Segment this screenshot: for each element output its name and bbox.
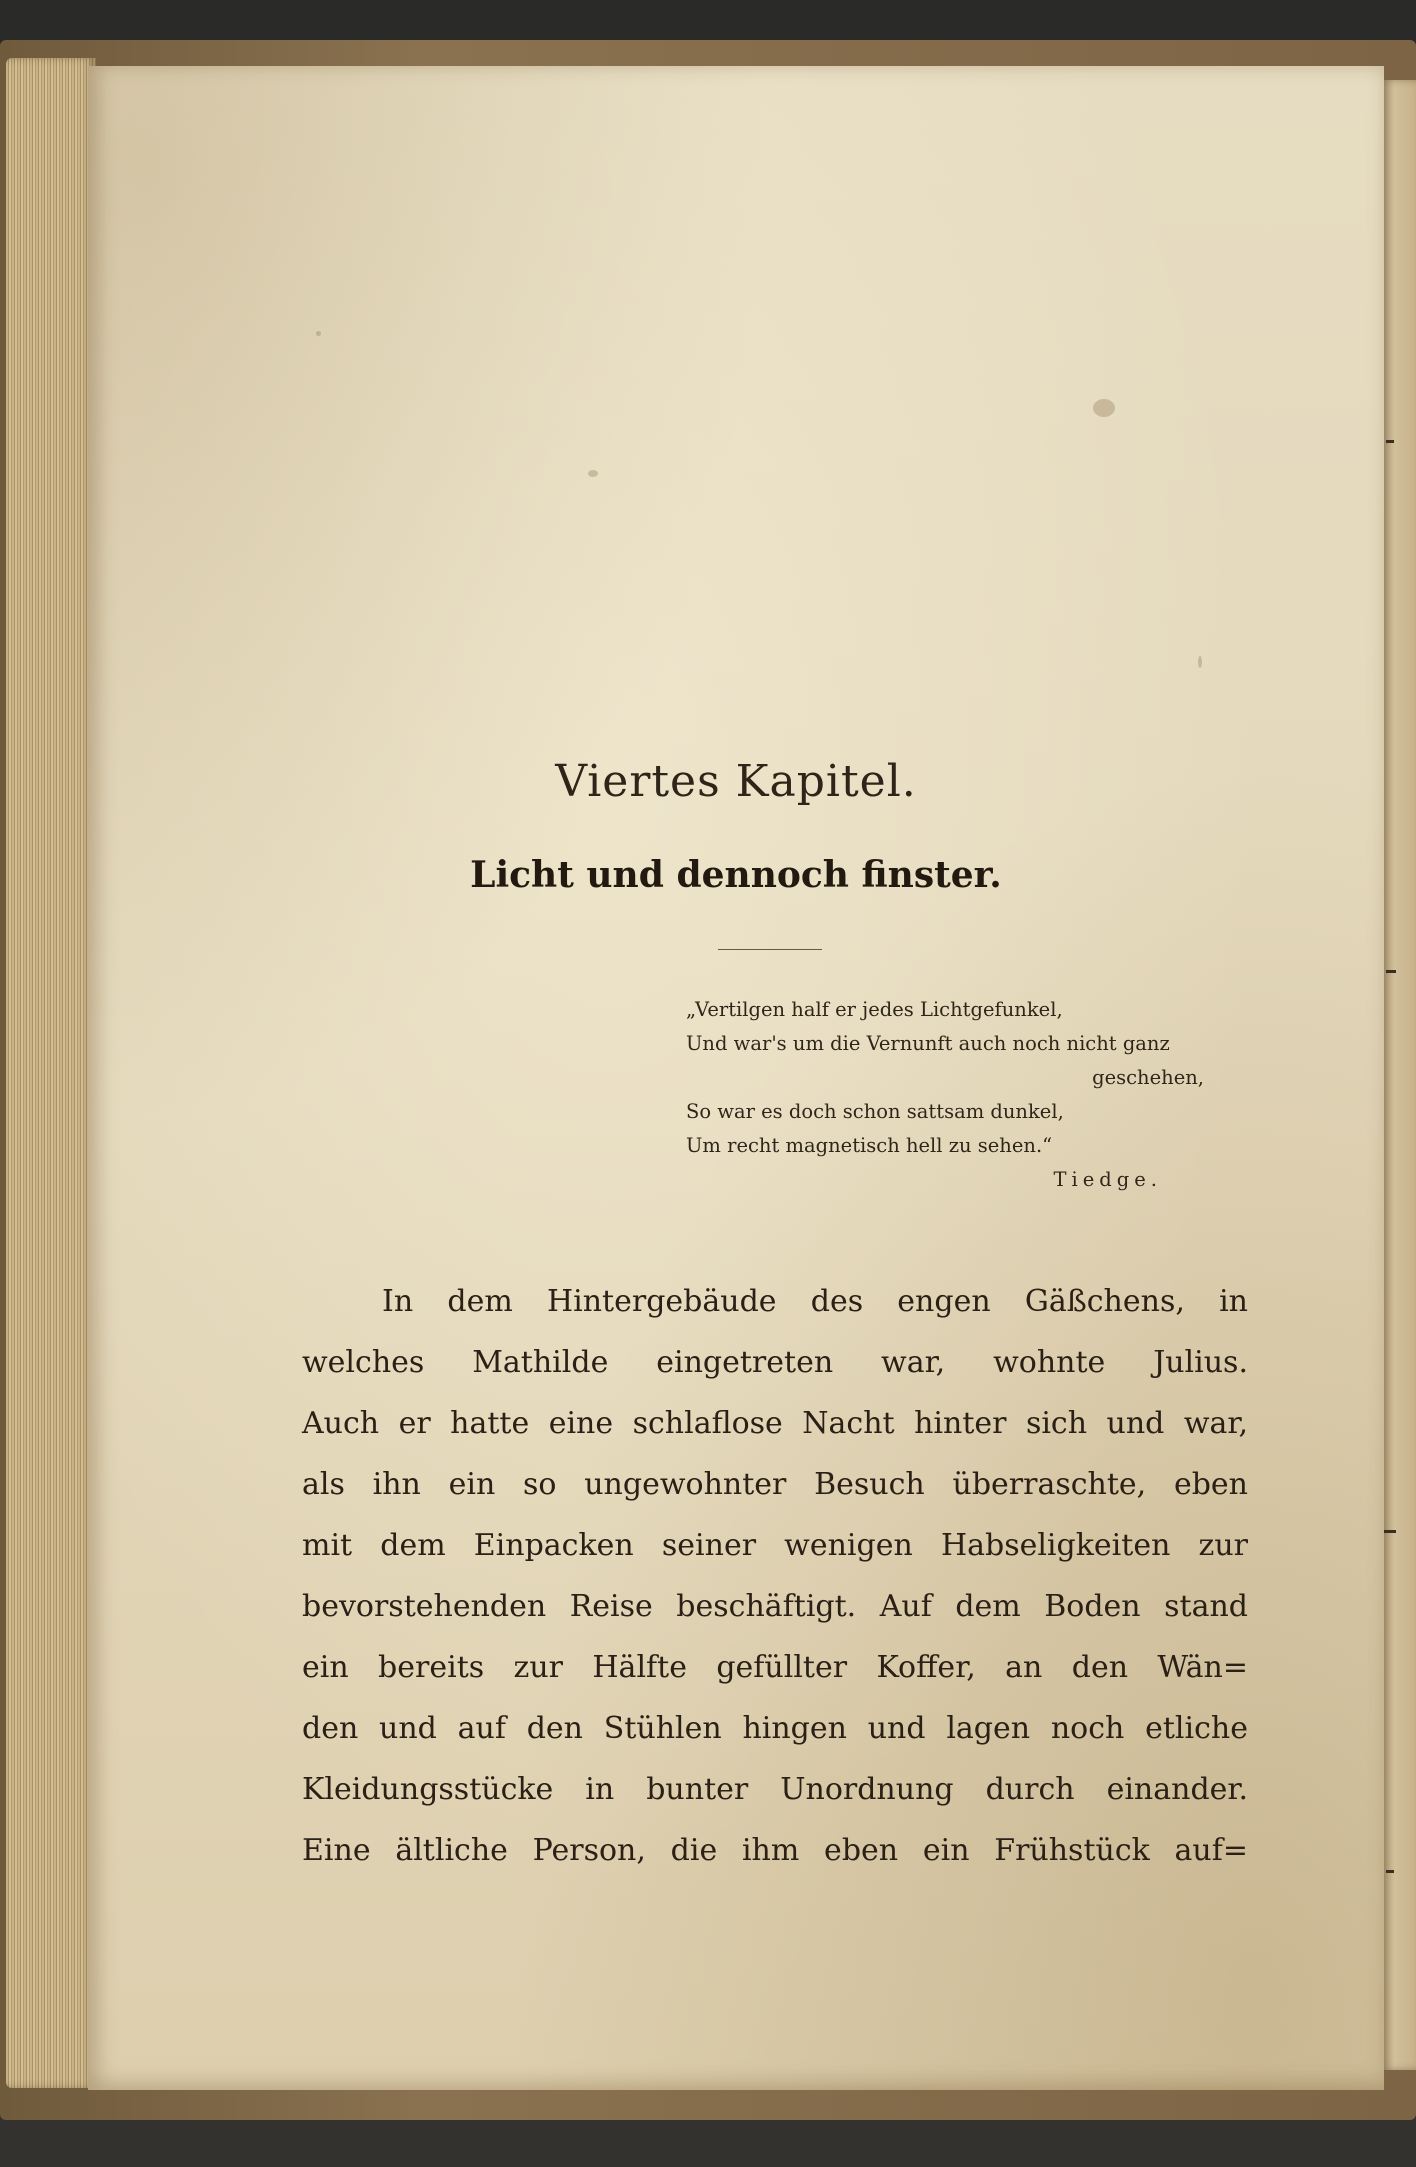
chapter-title: Viertes Kapitel. (555, 756, 917, 807)
book-page (88, 66, 1384, 2090)
epigraph-line: So war es doch schon sattsam dunkel, (686, 1100, 1064, 1123)
body-line: Auch er hatte eine schlaflose Nacht hinter sich und war, (302, 1406, 1248, 1441)
body-line: In dem Hintergebäude des engen Gäßchens, in (382, 1284, 1248, 1319)
title-separator-rule (718, 949, 822, 950)
epigraph-author: Tiedge. (1053, 1168, 1162, 1191)
epigraph-line: Und war's um die Vernunft auch noch nicht ganz (686, 1032, 1170, 1055)
edge-mark (1386, 970, 1396, 973)
edge-mark (1384, 1530, 1396, 1533)
edge-mark (1386, 1870, 1394, 1873)
body-paragraph (302, 1271, 1248, 1881)
edge-mark (1386, 440, 1394, 443)
paper-stain (1198, 656, 1202, 668)
body-line: ein bereits zur Hälfte gefüllter Koffer, an den Wän= (302, 1650, 1248, 1685)
facing-page-edge (1380, 80, 1416, 2070)
body-line: als ihn ein so ungewohnter Besuch überraschte, eben (302, 1467, 1248, 1502)
body-line: welches Mathilde eingetreten war, wohnte Julius. (302, 1345, 1248, 1380)
body-line: den und auf den Stühlen hingen und lagen noch etliche (302, 1711, 1248, 1746)
paper-stain (588, 470, 598, 477)
page-edges-stack (6, 58, 96, 2088)
epigraph-line: „Vertilgen half er jedes Lichtgefunkel, (686, 998, 1063, 1021)
body-line: Kleidungsstücke in bunter Unordnung durch einander. (302, 1772, 1248, 1807)
epigraph (686, 993, 1246, 1197)
epigraph-line: geschehen, (1092, 1066, 1204, 1089)
paper-stain (1093, 399, 1115, 417)
body-line: bevorstehenden Reise beschäftigt. Auf dem Boden stand (302, 1589, 1248, 1624)
epigraph-line: Um recht magnetisch hell zu sehen.“ (686, 1134, 1053, 1157)
paper-stain (316, 331, 321, 336)
chapter-subtitle: Licht und dennoch finster. (470, 854, 1002, 896)
body-line: mit dem Einpacken seiner wenigen Habseligkeiten zur (302, 1528, 1248, 1563)
body-line: Eine ältliche Person, die ihm eben ein Frühstück auf= (302, 1833, 1248, 1868)
